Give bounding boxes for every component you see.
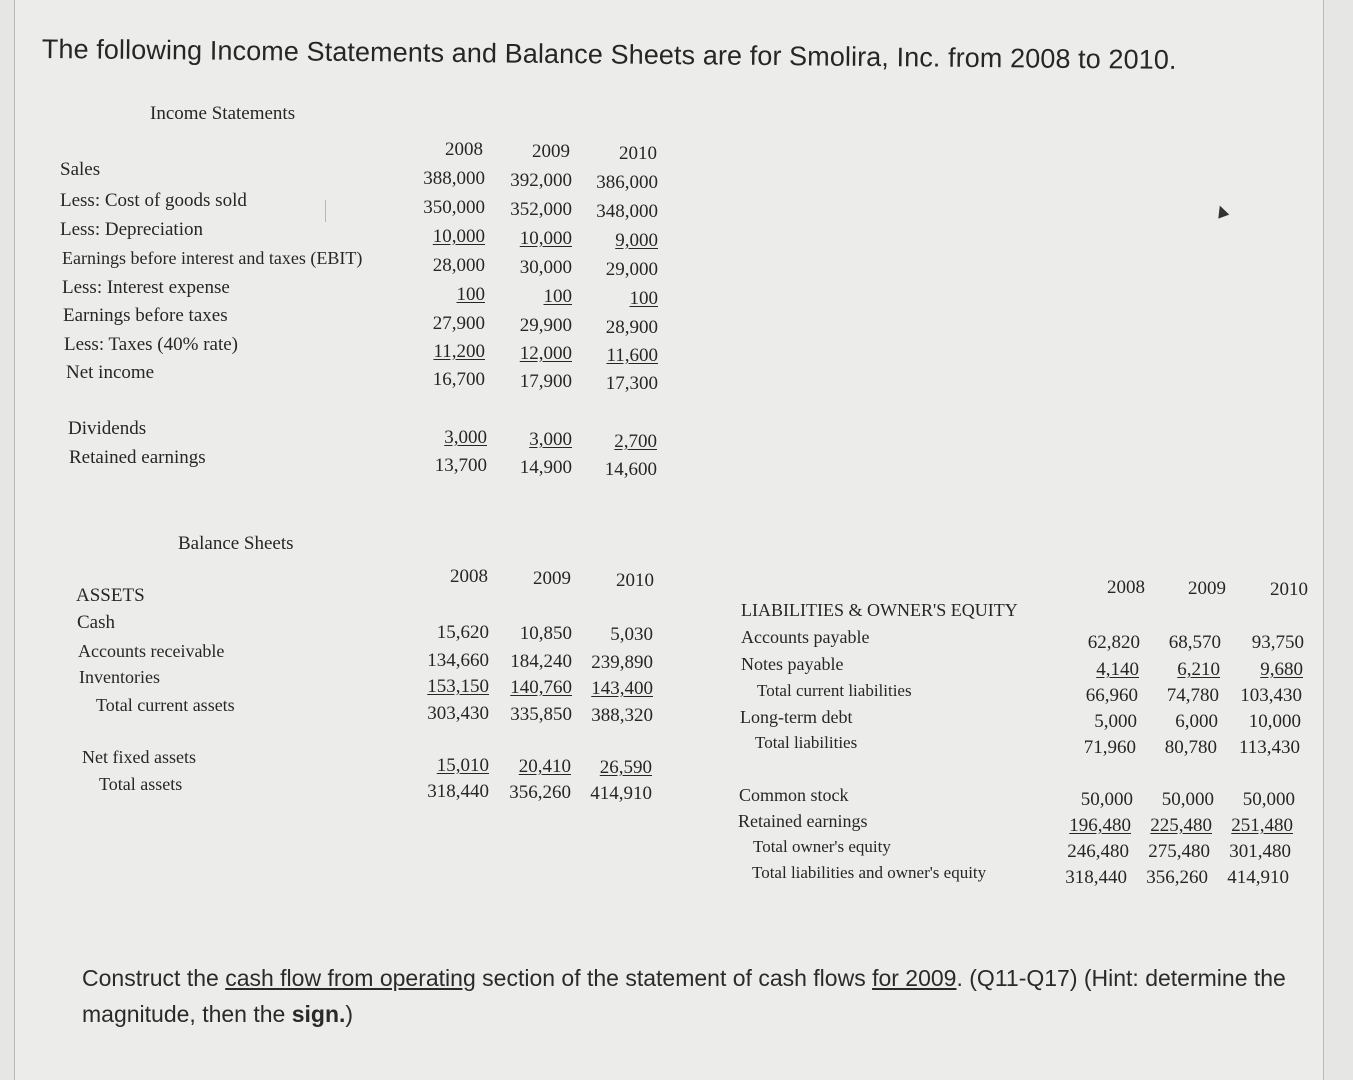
liab-cell: 4,140 xyxy=(1096,659,1139,680)
equity-cell: 246,480 xyxy=(1067,841,1129,862)
assets-cell: 388,320 xyxy=(591,705,653,726)
income-cell: 29,000 xyxy=(605,259,658,280)
equity-row-label: Total owner's equity xyxy=(753,837,891,856)
assets-cell: 134,660 xyxy=(427,650,489,671)
income-cell: 348,000 xyxy=(596,201,658,222)
liab-year-2008: 2008 xyxy=(1107,577,1145,598)
assets-cell: 414,910 xyxy=(590,783,652,804)
balance-sheet-title: Balance Sheets xyxy=(178,533,294,554)
income-cell: 2,700 xyxy=(614,431,657,452)
question-part: section of the statement of cash flows xyxy=(475,965,873,991)
assets-header: ASSETS xyxy=(76,585,145,606)
income-cell: 30,000 xyxy=(519,257,572,278)
assets-row-label: Accounts receivable xyxy=(78,641,225,661)
text-cursor-mark xyxy=(325,200,326,222)
income-cell: 10,000 xyxy=(432,226,485,247)
equity-cell: 318,440 xyxy=(1065,867,1127,888)
income-cell: 10,000 xyxy=(519,228,572,249)
income-row-label: Dividends xyxy=(68,418,147,439)
income-cell: 28,000 xyxy=(432,255,485,276)
assets-row-label: Net fixed assets xyxy=(82,747,196,767)
assets-cell: 356,260 xyxy=(509,782,571,803)
liab-cell: 71,960 xyxy=(1083,737,1136,758)
income-cell: 9,000 xyxy=(615,230,658,251)
income-cell: 28,900 xyxy=(605,317,658,338)
liab-row-label: Total current liabilities xyxy=(757,681,912,700)
income-cell: 388,000 xyxy=(423,168,485,189)
liab-row-label: Total liabilities xyxy=(755,733,858,752)
income-cell: 12,000 xyxy=(519,343,572,364)
liab-cell: 10,000 xyxy=(1248,711,1301,732)
liab-cell: 6,210 xyxy=(1177,659,1220,680)
liab-cell: 103,430 xyxy=(1240,685,1302,706)
liab-cell: 5,000 xyxy=(1094,711,1137,732)
income-cell: 29,900 xyxy=(519,315,572,336)
income-cell: 100 xyxy=(629,288,658,309)
liab-cell: 6,000 xyxy=(1175,711,1218,732)
liab-cell: 93,750 xyxy=(1251,632,1304,653)
liab-cell: 68,570 xyxy=(1168,632,1221,653)
income-cell: 352,000 xyxy=(510,199,572,220)
liab-row-label: Accounts payable xyxy=(741,627,870,647)
equity-row-label: Total liabilities and owner's equity xyxy=(752,863,987,882)
equity-cell: 356,260 xyxy=(1146,867,1208,888)
question-term-cash-flow: cash flow from operating xyxy=(225,965,476,991)
balance-year-2008: 2008 xyxy=(450,566,488,587)
income-cell: 13,700 xyxy=(434,455,487,476)
income-cell: 100 xyxy=(456,284,485,305)
income-cell: 100 xyxy=(543,286,572,307)
income-cell: 11,600 xyxy=(606,345,658,366)
income-cell: 386,000 xyxy=(596,172,658,193)
income-row-label: Less: Cost of goods sold xyxy=(60,190,247,211)
assets-cell: 15,620 xyxy=(436,622,489,643)
balance-year-2009: 2009 xyxy=(533,568,571,589)
equity-cell: 50,000 xyxy=(1080,789,1133,810)
equity-row-label: Retained earnings xyxy=(738,811,868,831)
liab-cell: 74,780 xyxy=(1166,685,1219,706)
income-cell: 17,300 xyxy=(605,373,658,394)
liab-year-2010: 2010 xyxy=(1270,579,1308,600)
equity-cell: 196,480 xyxy=(1069,815,1131,836)
question-term-year: for 2009 xyxy=(872,965,957,991)
assets-cell: 10,850 xyxy=(519,623,572,644)
income-row-label: Less: Interest expense xyxy=(62,277,230,298)
income-year-2010: 2010 xyxy=(619,143,657,164)
assets-row-label: Cash xyxy=(77,612,115,633)
assets-cell: 318,440 xyxy=(427,781,489,802)
income-cell: 3,000 xyxy=(444,427,487,448)
assets-cell: 20,410 xyxy=(518,756,571,777)
assets-row-label: Inventories xyxy=(79,667,160,687)
income-row-label: Retained earnings xyxy=(69,447,206,468)
liab-row-label: Long-term debt xyxy=(740,707,853,727)
income-cell: 14,600 xyxy=(604,459,657,480)
liabilities-header: LIABILITIES & OWNER'S EQUITY xyxy=(741,600,1018,620)
equity-cell: 50,000 xyxy=(1161,789,1214,810)
question-part: . (Q11-Q17) (Hint: determine the magnitude, then the xyxy=(82,965,1286,1027)
income-cell: 14,900 xyxy=(519,457,572,478)
assets-cell: 140,760 xyxy=(510,677,572,698)
assets-row-label: Total current assets xyxy=(96,695,235,715)
income-cell: 11,200 xyxy=(433,341,485,362)
income-row-label: Less: Taxes (40% rate) xyxy=(64,334,239,355)
income-cell: 392,000 xyxy=(510,170,572,191)
income-cell: 17,900 xyxy=(519,371,572,392)
assets-cell: 153,150 xyxy=(427,676,489,697)
assets-cell: 26,590 xyxy=(599,757,652,778)
income-row-label: Net income xyxy=(66,362,155,383)
liab-year-2009: 2009 xyxy=(1188,578,1226,599)
income-year-2009: 2009 xyxy=(532,141,570,162)
assets-cell: 335,850 xyxy=(510,704,572,725)
assets-cell: 5,030 xyxy=(610,624,653,645)
equity-cell: 301,480 xyxy=(1229,841,1291,862)
income-cell: 27,900 xyxy=(432,313,485,334)
income-row-label: Sales xyxy=(60,159,101,180)
income-statement-title: Income Statements xyxy=(150,103,296,124)
income-row-label: Earnings before interest and taxes (EBIT) xyxy=(62,248,363,268)
question-part: ) xyxy=(345,1001,354,1027)
income-row-label: Earnings before taxes xyxy=(63,305,228,326)
assets-cell: 239,890 xyxy=(591,652,653,673)
assets-cell: 303,430 xyxy=(427,703,489,724)
assets-cell: 15,010 xyxy=(436,755,489,776)
equity-cell: 225,480 xyxy=(1150,815,1212,836)
liab-cell: 9,680 xyxy=(1260,659,1303,680)
income-cell: 16,700 xyxy=(432,369,485,390)
question-text xyxy=(82,960,1302,1032)
liab-row-label: Notes payable xyxy=(741,654,844,674)
question-part: Construct the xyxy=(82,965,226,991)
balance-year-2010: 2010 xyxy=(616,570,654,591)
income-row-label: Less: Depreciation xyxy=(60,219,203,240)
assets-cell: 143,400 xyxy=(591,678,653,699)
equity-cell: 50,000 xyxy=(1242,789,1295,810)
assets-cell: 184,240 xyxy=(510,651,572,672)
equity-cell: 414,910 xyxy=(1227,867,1289,888)
mouse-pointer-icon: ▲ xyxy=(1208,197,1235,225)
equity-cell: 275,480 xyxy=(1148,841,1210,862)
question-bold: sign. xyxy=(291,1001,346,1027)
equity-cell: 251,480 xyxy=(1231,815,1293,836)
liab-cell: 66,960 xyxy=(1085,685,1138,706)
income-cell: 350,000 xyxy=(423,197,485,218)
income-cell: 3,000 xyxy=(529,429,572,450)
assets-row-label: Total assets xyxy=(99,774,183,794)
liab-cell: 62,820 xyxy=(1087,632,1140,653)
liab-cell: 113,430 xyxy=(1238,737,1300,758)
income-year-2008: 2008 xyxy=(445,139,483,160)
page-heading: The following Income Statements and Balance Sheets are for Smolira, Inc. from 2008 to 2010. xyxy=(41,34,1177,75)
liab-cell: 80,780 xyxy=(1164,737,1217,758)
equity-row-label: Common stock xyxy=(739,785,849,805)
